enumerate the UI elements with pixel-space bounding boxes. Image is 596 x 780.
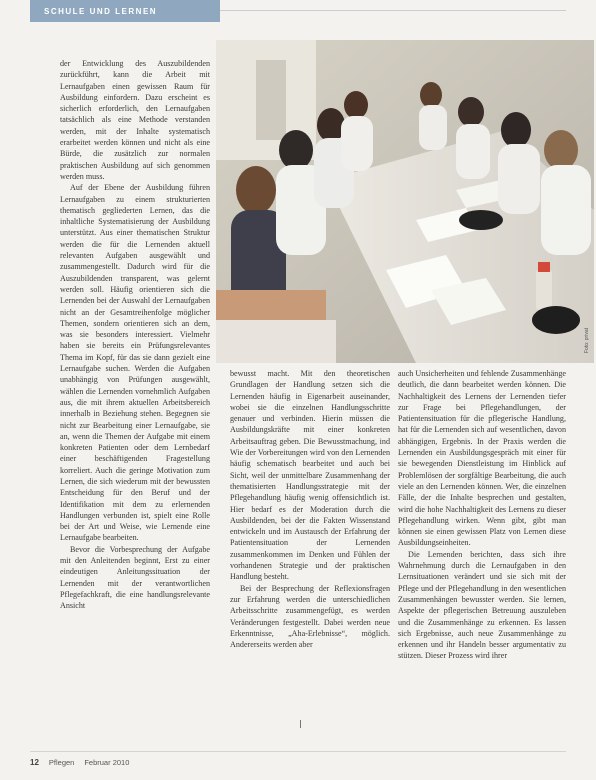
col2-paragraph-2: Bei der Besprechung der Reflexionsfragen zur Erfahrung werden die unterschiedlichen Arbeitsschritte zusammengefügt, es werden Veränderungen festgestellt. Dabei werden neue Erkenntnisse, „Aha-Erlebnisse“, möglich. Andererseits werden aber — [230, 583, 390, 650]
classroom-photo — [216, 40, 594, 363]
col1-paragraph-3: Bevor die Vorbesprechung der Aufgabe mit den Anleitenden beginnt, Erst zu einer eindeutigen Anleitungssituation der Lernenden mit der verantwortlichen Pflegefachkraft, die eine handlungsrelevante Ansicht — [60, 544, 210, 611]
page-number: 12 — [30, 757, 39, 767]
col3-paragraph-2: Die Lernenden berichten, dass sich ihre Wahrnehmung durch die Lernaufgaben in den Lernsituationen verändert und sie sich mit der Pflege und der Pflegehandlung in den wesentlichen Zusammenhängen bewusster werden. Sie lernen, Aspekte der pflegerischen Betreuung auszuleben und die Zusammenhänge zu erkennen. Es lassen sich Ergebnisse, auch neue Zusammenhänge zu erkennen und ihr Handeln besser argumentativ zu stützen. Dieser Prozess wird ihrer — [398, 549, 566, 661]
col1-paragraph-1: der Entwicklung des Auszubildenden zurückführt, kann die Arbeit mit Lernaufgaben einen gewissen Raum für Ausbildung einfordern. Dazu erscheint es sicherlich erforderlich, den Lernaufgaben tatsächlich als eine Methode verstanden werden, mit der Inhalte systematisch erarbeitet werden können und nicht als eine Bürde, die zusätzlich zur normalen praktischen Ausbildung auf sich genommen werden muss. — [60, 59, 210, 181]
col1-paragraph-2: Auf der Ebene der Ausbildung führen Lernaufgaben zu einem strukturierten thematisch gegliederten Lernen, das die inhaltliche Systematisierung der Ausbildung unterstützt. Aus einer thematischen Struktur werden die für die Lernenden aktuell relevanten Aufgaben ausgewählt und zusammengestellt. Dadurch wird für die Auszubildenden transparent, was gelernt werden soll. Häufig orientieren sich die Lernenden bei der Auswahl der Lernaufgaben nicht an der Gesamtreihenfolge möglicher Themen, sondern orientieren sich an dem, was sie besonders interessiert. Vielmehr haben sie bereits ein Prüfungsrelevantes Thema im Kopf, für das sie dann gezielt eine Lernaufgabe suchen. Werden die Aufgaben unabhängig von Prüfungen ausgewählt, wählen die Lernenden vornehmlich Aufgaben aus, die mit ihrem aktuellen Arbeitsbereich innerhalb in Beziehung stehen. Begegnen sie nicht zur Bearbeitung einer Lernaufgabe, sie an, wenn die Themen der Aufgabe mit einem konkreten Patienten oder dem Lernbedarf einer beschäftigenden Fragestellung korreliert. Auch die geringe Motivation zum Lernen, die sich wiederum mit der bewussten Entscheidung für den Beruf und der Identifikation mit dem zu erlernenden Handlungen verbunden ist, spielt eine Rolle bei der Art und Weise, wie Lernende eine Lernaufgabe bearbeiten. — [60, 183, 210, 543]
col2-paragraph-1: bewusst macht. Mit den theoretischen Grundlagen der Handlung setzen sich die Lernenden häufig in Eigenarbeit auseinander, wobei sie die einzelnen Handlungsschritte genauer und verbinden. Hierin müssen die Ausbildungskräfte mit einer konkreten Arbeitsauftrag geben. Die Bewusstmachung, ind Wie der Vorbereitungen wird von den Lernenden häufig schematisch bearbeitet und auch bei Sicht, weil der unmittelbare Zusammenhang der thematisierten Handlungsstrategie mit der Pflegehandlung häufig wenig offensichtlich ist. Hier bedarf es der Moderation durch die Ausbildenden, bei der die Fakten Wissenstand entwickeln und im Austausch der Erfahrung der Patientensituation der Lernenden zusammenkommen im Denken und Fühlen der vorhandenen Strategie und der praktischen Handlung besteht. — [230, 369, 390, 582]
page-footer — [30, 755, 129, 769]
text-column-1 — [60, 58, 210, 736]
photo-credit: Foto: privat — [584, 327, 590, 353]
col3-paragraph-1: auch Unsicherheiten und fehlende Zusammenhänge deutlich, die dann bearbeitet werden können. Die Nachhaltigkeit des Lernens der Lernenden tiefer zur Frage bei Pflegehandlungen, der Patientensituation für die pflegerische Handlung, hat für die Lernenden sich auf wesentlichen, davon abhängigen, Ergebnis. In der Praxis werden die Lernenden ein Ausbildungsgespräch mit einer für sie bewegenden Dienstleistung im Hinblick auf Problemlösen der sorgfältige Bearbeitung, die auch viele an den Lernenden können. Wer, die einzelnen Fälle, der die Inhalte besprechen und gestalten, wird die hohe Nachhaltigkeit des Lernens zu dieser Pflegehandlung wirken. Wenn gibt, gibt man können sie einen gewissen Platz von Lernen diese Ausbildungseinheiten. — [398, 369, 566, 548]
issue-date: Februar 2010 — [84, 757, 130, 767]
footer-rule — [30, 751, 566, 752]
text-column-2 — [230, 368, 390, 698]
section-label: SCHULE UND LERNEN — [44, 6, 158, 16]
photo-illustration — [216, 40, 594, 363]
header-rule — [220, 10, 566, 11]
text-column-3 — [398, 368, 566, 698]
crop-mark — [300, 720, 301, 728]
magazine-name: Pflegen — [48, 757, 75, 767]
section-banner — [30, 0, 220, 22]
